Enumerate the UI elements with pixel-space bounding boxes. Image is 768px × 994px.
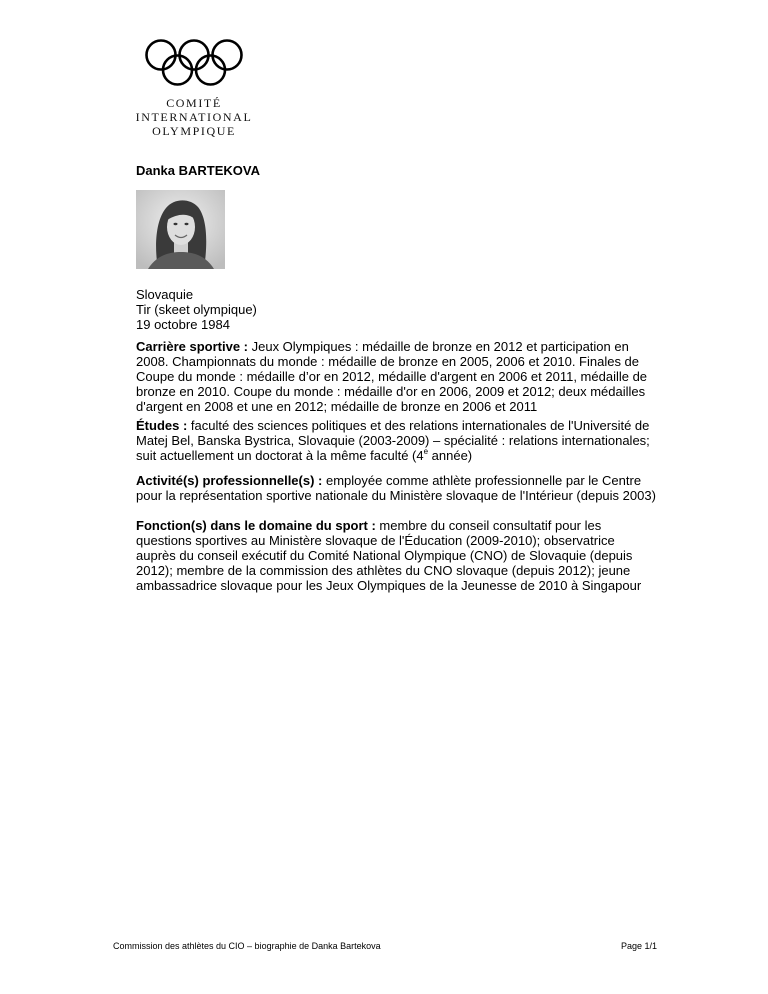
career-text: Jeux Olympiques : médaille de bronze en 2012 et participation en 2008. Championnats du monde : médaille de bronze en 2005, 2006 et 2010. Finales de Coupe du monde : médaille d’or en 2012, médaille d'argent en 2006 et 2011, médaille de bronze en 2010. Coupe du monde : médaille d'or en 2006, 2009 et 2012; deux médailles d'argent en 2008 et une en 2012; médaille de bronze en 2006 et 2011 [136, 339, 648, 414]
page-number: Page 1/1 [620, 941, 657, 951]
studies-text: faculté des sciences politiques et des relations internationales de l'Université de Matej Bel, Banska Bystrica, Slovaquie (2003-2009) – spécialité : relations internationales; suit actuellement un doctorat à la même faculté (4 [136, 418, 650, 463]
athlete-name: Danka BARTEKOVA [136, 163, 261, 178]
athlete-sport: Tir (skeet olympique) [136, 302, 257, 317]
olympic-rings-icon [141, 38, 247, 88]
studies-section [136, 418, 656, 463]
career-section [136, 339, 656, 414]
sport-roles-text: membre du conseil consultatif pour les questions sportives au Ministère slovaque de l'Éducation (2009-2010); observatrice auprès du conseil exécutif du Comité National Olympique (CNO) de Slovaquie (depuis 2012); membre de la commission des athlètes du CNO slovaque (depuis 2012); jeune ambassadrice slovaque pour les Jeux Olympiques de la Jeunesse de 2010 à Singapour [136, 518, 642, 593]
athlete-facts [136, 287, 257, 332]
organization-name-line-2: INTERNATIONAL [135, 110, 253, 124]
athlete-country: Slovaquie [136, 287, 194, 302]
ioc-logo [135, 38, 265, 138]
professional-label: Activité(s) professionnelle(s) : [136, 473, 323, 488]
portrait-image-icon [136, 190, 225, 269]
athlete-photo [136, 190, 225, 269]
organization-name [135, 96, 253, 138]
studies-text-end: année) [428, 448, 473, 463]
studies-superscript: e [423, 447, 429, 456]
sport-roles-section [136, 518, 656, 593]
organization-name-line-1: COMITÉ [166, 96, 222, 110]
career-label: Carrière sportive : [136, 339, 248, 354]
professional-text: employée comme athlète professionnelle par le Centre pour la représentation sportive nationale du Ministère slovaque de l'Intérieur (depuis 2003) [136, 473, 656, 503]
organization-name-line-3: OLYMPIQUE [152, 124, 236, 138]
studies-label: Études : [136, 418, 188, 433]
footer-title: Commission des athlètes du CIO – biographie de Danka Bartekova [113, 941, 381, 951]
professional-section [136, 473, 656, 503]
sport-roles-label: Fonction(s) dans le domaine du sport : [136, 518, 376, 533]
athlete-birth-date: 19 octobre 1984 [136, 317, 230, 332]
